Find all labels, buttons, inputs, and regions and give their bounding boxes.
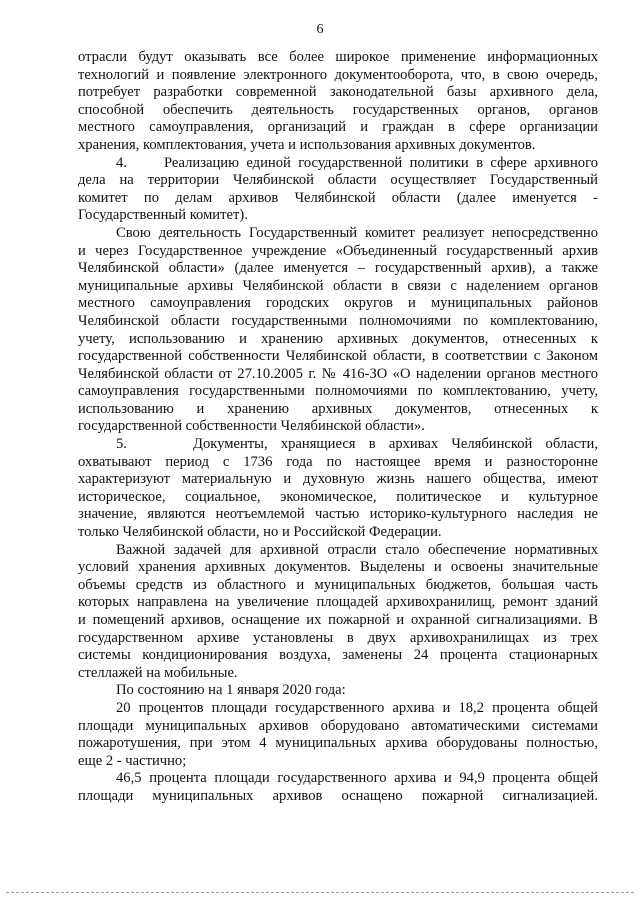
text-line: 4. Реализацию единой государственной политики в сфере архивного	[116, 154, 598, 171]
paragraph-committee-activity	[78, 225, 598, 436]
text-line: стеллажей на мобильные.	[78, 664, 238, 681]
paragraph-fire-alarm	[78, 770, 598, 805]
paragraph-item-5	[78, 436, 598, 542]
document-body	[78, 49, 598, 806]
text-line: По состоянию на 1 января 2020 года:	[116, 682, 346, 699]
text-line: 20 процентов площади государственного архива и 18,2 процента общей	[116, 699, 598, 716]
text-line: 46,5 процента площади государственного архива и 94,9 процента общей	[116, 770, 598, 787]
text-line: государственном архиве установлены в двух архивохранилищах из трех	[78, 629, 598, 646]
paragraph-intro	[78, 49, 598, 155]
text-line: условий хранения архивных документов. Выделены и освоены значительные	[78, 559, 598, 576]
text-line: хранения, комплектования, учета и использования архивных документов.	[78, 136, 536, 153]
text-line: площади муниципальных архивов оборудовано автоматическими системами	[78, 717, 598, 734]
text-line: государственной собственности Челябинской области, в соответствии с Законом	[78, 348, 598, 365]
text-line: историческое, социальное, экономическое, политическое и культурное	[78, 488, 598, 505]
text-line: 5. Документы, хранящиеся в архивах Челябинской области,	[116, 436, 598, 453]
text-line: только Челябинской области, но и Российской Федерации.	[78, 524, 442, 541]
text-line: охватывают период с 1736 года по настоящее время и разносторонне	[78, 453, 598, 470]
text-line: характеризуют материальную и духовную жизнь нашего общества, имеют	[78, 471, 598, 488]
text-line: местного самоуправления, организаций и граждан в сфере организации	[78, 119, 598, 136]
text-line: площади муниципальных архивов оснащено пожарной сигнализацией.	[78, 787, 598, 804]
text-line: муниципальные архивы Челябинской области в связи с наделением органов	[78, 277, 598, 294]
text-line: местного самоуправления городских округов и муниципальных районов	[78, 295, 598, 312]
text-line: которых направлена на увеличение площадей архивохранилищ, ремонт зданий	[78, 594, 598, 611]
text-line: значение, являются неотъемлемой частью историко-культурного наследия не	[78, 506, 598, 523]
text-line: Челябинской области» (далее именуется – государственный архив), а также	[78, 260, 598, 277]
text-line: пожаротушения, при этом 4 муниципальных архива оборудованы полностью,	[78, 735, 598, 752]
scan-edge-divider	[6, 892, 634, 893]
paragraph-fire-extinguishing	[78, 700, 598, 770]
text-line: дела на территории Челябинской области осуществляет Государственный	[78, 172, 598, 189]
text-line: учету, использованию и хранению архивных документов, отнесенных к	[78, 330, 598, 347]
paragraph-status-date	[78, 682, 598, 700]
text-line: Государственный комитет).	[78, 207, 248, 224]
text-line: и через Государственное учреждение «Объединенный государственный архив	[78, 242, 598, 259]
page-number: 6	[316, 22, 324, 37]
text-line: самоуправления государственными полномочиями по комплектованию, учету,	[78, 383, 598, 400]
text-line: Челябинской области государственными полномочиями по комплектованию,	[78, 312, 598, 329]
text-line: Челябинской области от 27.10.2005 г. № 416-ЗО «О наделении органов местного	[78, 365, 598, 382]
text-line: объемы средств из областного и муниципальных бюджетов, большая часть	[78, 576, 598, 593]
text-line: Важной задачей для архивной отрасли стало обеспечение нормативных	[116, 541, 598, 558]
text-line: технологий и появление электронного документооборота, что, в свою очередь,	[78, 66, 598, 83]
paragraph-item-4	[78, 155, 598, 225]
text-line: Свою деятельность Государственный комитет реализует непосредственно	[116, 224, 598, 241]
text-line: государственной собственности Челябинской области».	[78, 418, 425, 435]
text-line: отрасли будут оказывать все более широкое применение информационных	[78, 49, 598, 65]
text-line: системы кондиционирования воздуха, заменены 24 процента стационарных	[78, 647, 598, 664]
text-line: потребует разработки современной законодательной базы архивного дела,	[78, 84, 598, 101]
paragraph-storage-task	[78, 542, 598, 683]
text-line: способной обеспечить деятельность государственных органов, органов	[78, 101, 598, 118]
text-line: еще 2 - частично;	[78, 752, 187, 769]
text-line: и помещений архивов, оснащение их пожарной и охранной сигнализациями. В	[78, 612, 598, 628]
text-line: комитет по делам архивов Челябинской области (далее именуется -	[78, 189, 598, 206]
text-line: использованию и хранению архивных документов, отнесенных к	[78, 400, 598, 417]
